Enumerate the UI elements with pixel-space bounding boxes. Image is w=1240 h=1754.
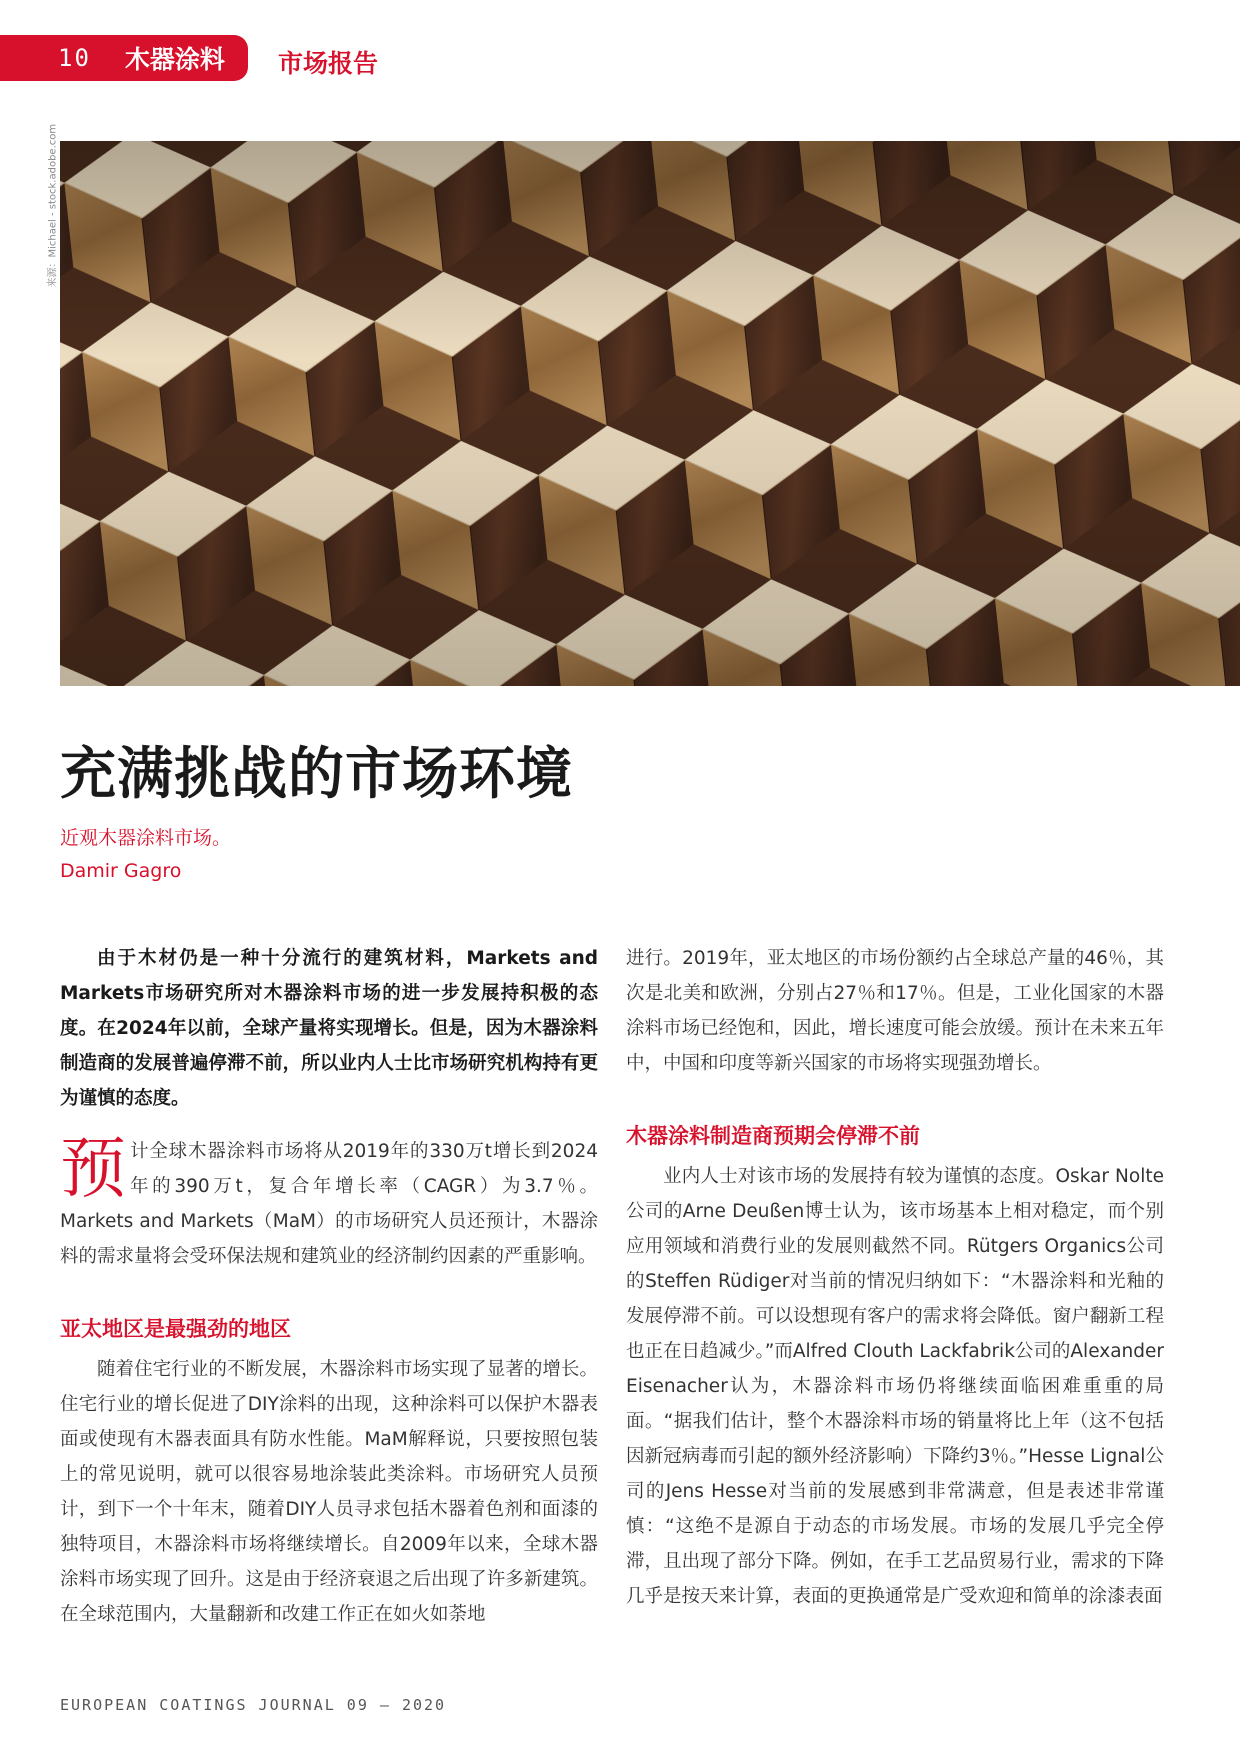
category-label: 市场报告 — [278, 49, 379, 78]
section-heading-asia: 亚太地区是最强劲的地区 — [60, 1317, 291, 1341]
first-paragraph — [60, 1130, 598, 1274]
body-paragraph: 随着住宅行业的不断发展，木器涂料市场实现了显著的增长。住宅行业的增长促进了DIY涂料的出现，这种涂料可以保护木器表面或使现有木器表面具有防水性能。MaM解释说，只要按照包装上的常见说明，就可以很容易地涂装此类涂料。市场研究人员预计，到下一个十年末，随着DIY人员寻求包括木器着色剂和面漆的独特项目，木器涂料市场将继续增长。自2009年以来，全球木器涂料市场实现了回升。这是由于经济衰退之后出现了许多新建筑。在全球范围内，大量翻新和改建工作正在如火如荼地 — [60, 1359, 598, 1625]
first-paragraph-text: 计全球木器涂料市场将从2019年的330万t增长到2024年的390万t，复合年增长率（CAGR）为3.7％。Markets and Markets（MaM）的市场研究人员还预计，木器涂料的需求量将会受环保法规和建筑业的经济制约因素的严重影响。 — [60, 1141, 598, 1267]
section-name: 木器涂料 — [124, 45, 225, 74]
photo-credit: 来源：Michael - stock.adobe.com — [47, 123, 59, 288]
hero-photo — [60, 141, 1240, 686]
body-paragraph-continued: 进行。2019年，亚太地区的市场份额约占全球总产量的46％，其次是北美和欧洲，分别占27％和17％。但是，工业化国家的木器涂料市场已经饱和，因此，增长速度可能会放缓。预计在未来五年中，中国和印度等新兴国家的市场将实现强劲增长。 — [626, 948, 1164, 1074]
intro-paragraph: 由于木材仍是一种十分流行的建筑材料，Markets and Markets市场研究所对木器涂料市场的进一步发展持积极的态度。在2024年以前，全球产量将实现增长。但是，因为木器涂料制造商的发展普遍停滞不前，所以业内人士比市场研究机构持有更为谨慎的态度。 — [60, 948, 598, 1109]
drop-cap: 预 — [60, 1130, 126, 1207]
parquet-floor-image — [60, 141, 1240, 686]
section-heading-manufacturers: 木器涂料制造商预期会停滞不前 — [626, 1124, 920, 1148]
article-title: 充满挑战的市场环境 — [60, 742, 573, 807]
journal-footer: EUROPEAN COATINGS JOURNAL 09 – 2020 — [60, 1696, 447, 1714]
left-column — [60, 941, 598, 1632]
right-column — [626, 941, 1164, 1614]
page-number: 10 — [58, 44, 91, 72]
header-tab — [0, 35, 248, 81]
article-author: Damir Gagro — [60, 860, 182, 882]
body-paragraph: 业内人士对该市场的发展持有较为谨慎的态度。Oskar Nolte公司的Arne Deußen博士认为，该市场基本上相对稳定，而个别应用领域和消费行业的发展则截然不同。Rütgers Organics公司的Steffen Rüdiger对当前的情况归纳如下：“木器涂料和光釉的发展停滞不前。可以设想现有客户的需求将会降低。窗户翻新工程也正在日趋减少。”而Alfred Clouth Lackfabrik公司的Alexander Eisenacher认为，木器涂料市场仍将继续面临困难重重的局面。“据我们估计，整个木器涂料市场的销量将比上年（这不包括因新冠病毒而引起的额外经济影响）下降约3％。”Hesse Lignal公司的Jens Hesse对当前的发展感到非常满意，但是表述非常谨慎：“这绝不是源自于动态的市场发展。市场的发展几乎完全停滞，且出现了部分下降。例如，在手工艺品贸易行业，需求的下降几乎是按天来计算，表面的更换通常是广受欢迎和简单的涂漆表面 — [626, 1166, 1164, 1607]
article-subtitle: 近观木器涂料市场。 — [60, 827, 232, 849]
